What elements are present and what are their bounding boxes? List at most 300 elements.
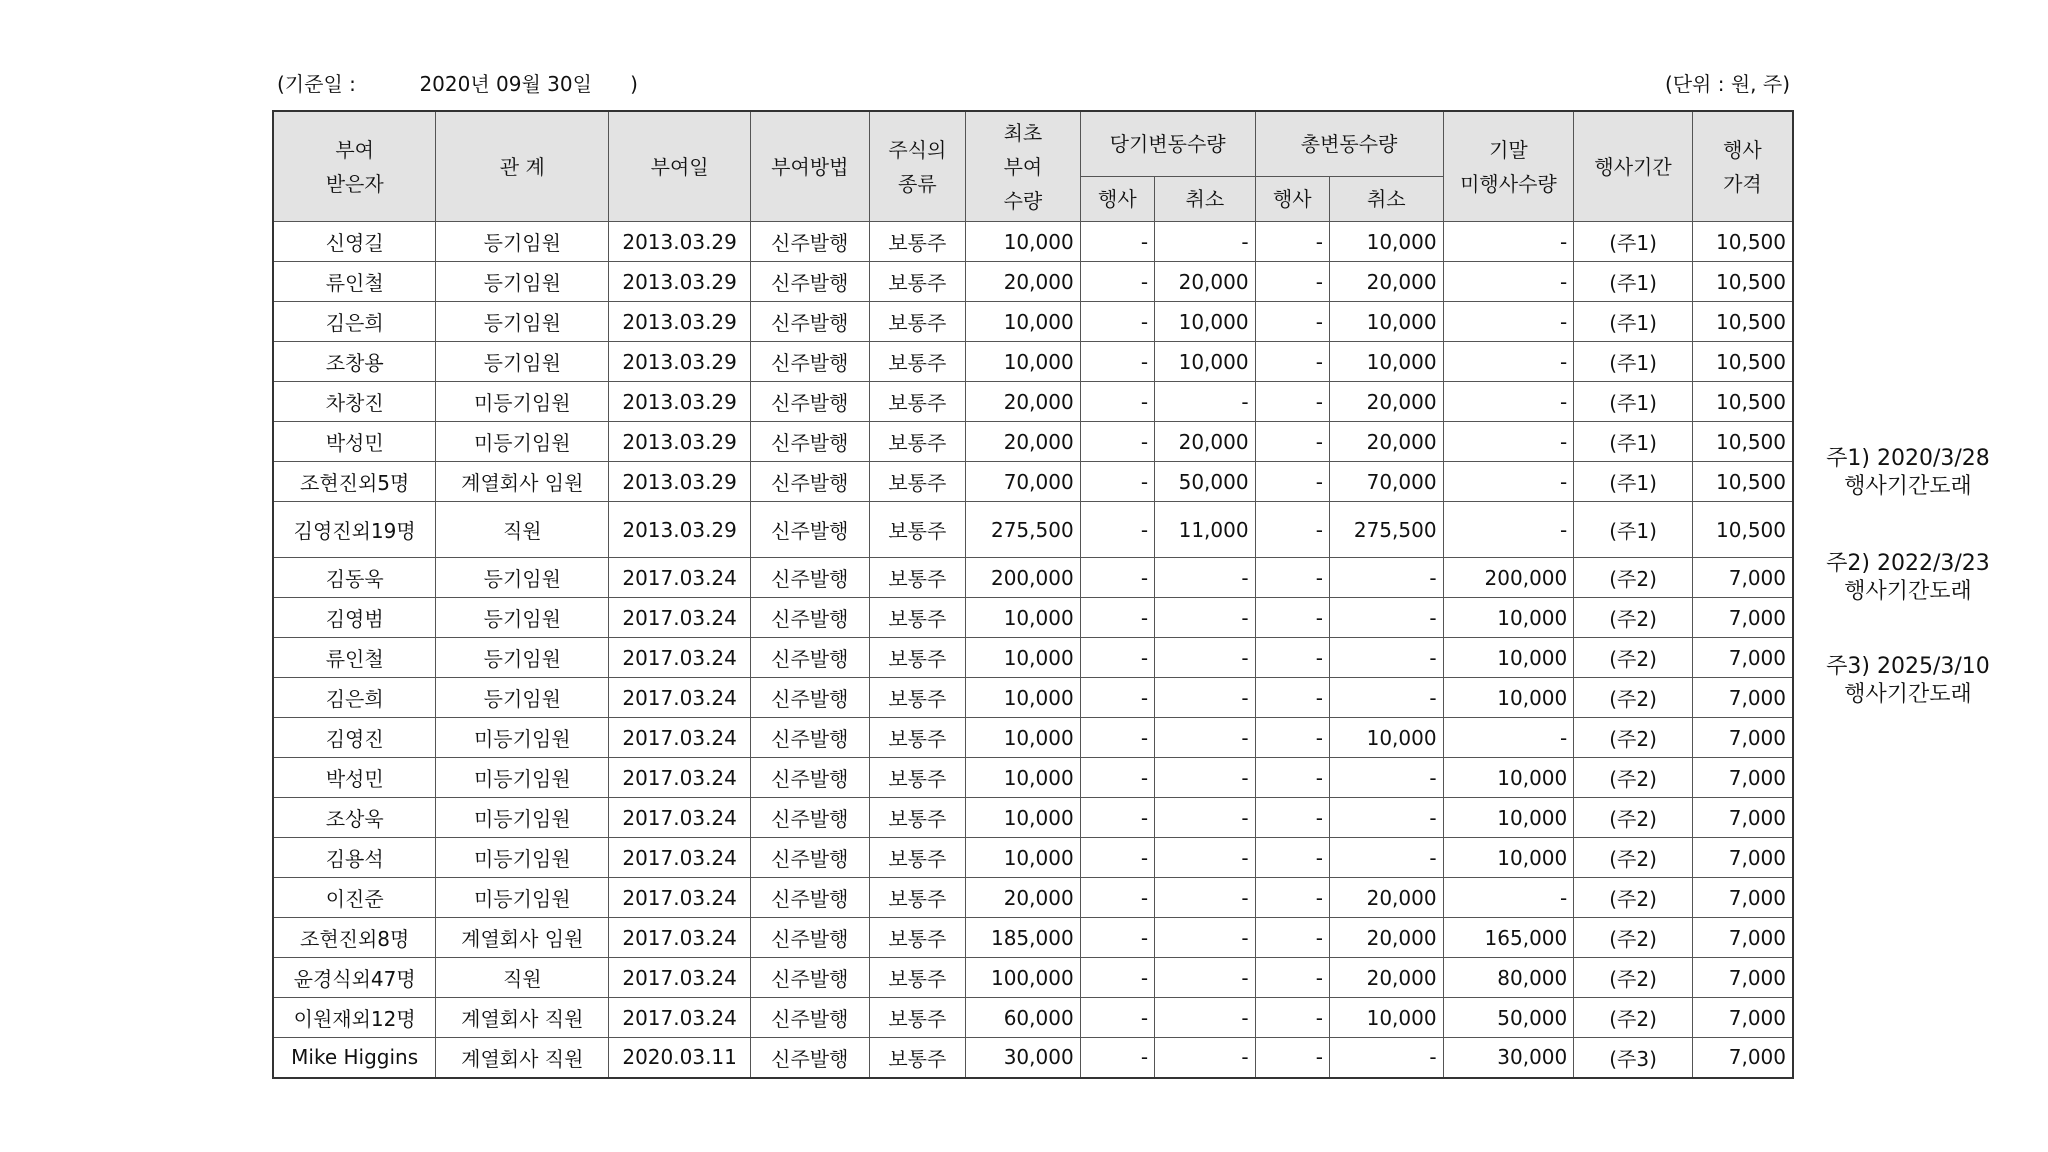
cell-current-exercise: - bbox=[1080, 302, 1154, 342]
cell-period: (주2) bbox=[1574, 758, 1693, 798]
cell-total-exercise: - bbox=[1255, 422, 1329, 462]
cell-stock-type: 보통주 bbox=[869, 758, 966, 798]
cell-initial-qty: 10,000 bbox=[966, 598, 1081, 638]
table-row bbox=[273, 678, 1793, 718]
cell-price: 7,000 bbox=[1692, 558, 1793, 598]
cell-stock-type: 보통주 bbox=[869, 918, 966, 958]
cell-total-cancel: 20,000 bbox=[1329, 262, 1443, 302]
cell-price: 7,000 bbox=[1692, 678, 1793, 718]
cell-current-cancel: - bbox=[1155, 838, 1256, 878]
table-row bbox=[273, 302, 1793, 342]
cell-price: 7,000 bbox=[1692, 798, 1793, 838]
header-initial-qty: 최초 부여 수량 bbox=[966, 111, 1081, 222]
cell-total-exercise: - bbox=[1255, 302, 1329, 342]
cell-grant-date: 2013.03.29 bbox=[609, 422, 751, 462]
table-row bbox=[273, 1038, 1793, 1078]
cell-relation: 미등기임원 bbox=[436, 758, 609, 798]
cell-relation: 미등기임원 bbox=[436, 838, 609, 878]
cell-total-cancel: - bbox=[1329, 1038, 1443, 1078]
cell-unexercised: - bbox=[1443, 342, 1574, 382]
cell-relation: 등기임원 bbox=[436, 262, 609, 302]
header-current-cancel: 취소 bbox=[1155, 177, 1256, 222]
cell-current-exercise: - bbox=[1080, 382, 1154, 422]
cell-initial-qty: 10,000 bbox=[966, 222, 1081, 262]
cell-relation: 계열회사 임원 bbox=[436, 462, 609, 502]
cell-grant-date: 2017.03.24 bbox=[609, 558, 751, 598]
header-relation: 관 계 bbox=[436, 111, 609, 222]
cell-current-exercise: - bbox=[1080, 718, 1154, 758]
cell-current-cancel: - bbox=[1155, 758, 1256, 798]
cell-method: 신주발행 bbox=[750, 558, 869, 598]
cell-method: 신주발행 bbox=[750, 678, 869, 718]
cell-total-cancel: - bbox=[1329, 758, 1443, 798]
table-row bbox=[273, 718, 1793, 758]
table-row bbox=[273, 502, 1793, 558]
cell-initial-qty: 10,000 bbox=[966, 638, 1081, 678]
cell-current-cancel: 20,000 bbox=[1155, 422, 1256, 462]
cell-period: (주1) bbox=[1574, 302, 1693, 342]
cell-recipient: 조창용 bbox=[273, 342, 436, 382]
cell-relation: 등기임원 bbox=[436, 638, 609, 678]
cell-total-cancel: 10,000 bbox=[1329, 998, 1443, 1038]
header-unexercised: 기말 미행사수량 bbox=[1443, 111, 1574, 222]
cell-current-exercise: - bbox=[1080, 462, 1154, 502]
cell-period: (주1) bbox=[1574, 382, 1693, 422]
header-total-cancel: 취소 bbox=[1329, 177, 1443, 222]
cell-recipient: 이원재외12명 bbox=[273, 998, 436, 1038]
header-recipient: 부여 받은자 bbox=[273, 111, 436, 222]
cell-relation: 등기임원 bbox=[436, 222, 609, 262]
table-row bbox=[273, 262, 1793, 302]
cell-total-exercise: - bbox=[1255, 798, 1329, 838]
cell-price: 10,500 bbox=[1692, 222, 1793, 262]
cell-stock-type: 보통주 bbox=[869, 878, 966, 918]
cell-total-cancel: - bbox=[1329, 558, 1443, 598]
cell-method: 신주발행 bbox=[750, 1038, 869, 1078]
footnote-1 bbox=[1808, 445, 2008, 501]
cell-grant-date: 2017.03.24 bbox=[609, 838, 751, 878]
cell-unexercised: - bbox=[1443, 462, 1574, 502]
footnote-2 bbox=[1808, 550, 2008, 606]
cell-price: 7,000 bbox=[1692, 958, 1793, 998]
cell-grant-date: 2020.03.11 bbox=[609, 1038, 751, 1078]
table-row bbox=[273, 558, 1793, 598]
cell-initial-qty: 20,000 bbox=[966, 422, 1081, 462]
cell-recipient: 박성민 bbox=[273, 758, 436, 798]
header-total-change: 총변동수량 bbox=[1255, 111, 1443, 177]
cell-unexercised: 165,000 bbox=[1443, 918, 1574, 958]
cell-relation: 등기임원 bbox=[436, 598, 609, 638]
header-period: 행사기간 bbox=[1574, 111, 1693, 222]
footnote-label: 주2) 2022/3/23 bbox=[1826, 551, 1990, 576]
cell-initial-qty: 20,000 bbox=[966, 262, 1081, 302]
cell-unexercised: 200,000 bbox=[1443, 558, 1574, 598]
cell-stock-type: 보통주 bbox=[869, 718, 966, 758]
cell-total-cancel: 275,500 bbox=[1329, 502, 1443, 558]
cell-grant-date: 2017.03.24 bbox=[609, 958, 751, 998]
cell-price: 10,500 bbox=[1692, 422, 1793, 462]
cell-current-exercise: - bbox=[1080, 262, 1154, 302]
cell-total-exercise: - bbox=[1255, 838, 1329, 878]
cell-total-exercise: - bbox=[1255, 342, 1329, 382]
cell-recipient: Mike Higgins bbox=[273, 1038, 436, 1078]
cell-current-cancel: - bbox=[1155, 638, 1256, 678]
cell-stock-type: 보통주 bbox=[869, 638, 966, 678]
cell-price: 7,000 bbox=[1692, 598, 1793, 638]
cell-stock-type: 보통주 bbox=[869, 302, 966, 342]
cell-initial-qty: 60,000 bbox=[966, 998, 1081, 1038]
cell-stock-type: 보통주 bbox=[869, 998, 966, 1038]
cell-recipient: 김영진 bbox=[273, 718, 436, 758]
cell-relation: 계열회사 직원 bbox=[436, 998, 609, 1038]
base-date-label: (기준일 : bbox=[277, 72, 356, 96]
cell-total-exercise: - bbox=[1255, 678, 1329, 718]
cell-current-exercise: - bbox=[1080, 998, 1154, 1038]
cell-stock-type: 보통주 bbox=[869, 798, 966, 838]
cell-period: (주2) bbox=[1574, 838, 1693, 878]
cell-unexercised: 10,000 bbox=[1443, 798, 1574, 838]
cell-total-cancel: 20,000 bbox=[1329, 422, 1443, 462]
cell-current-exercise: - bbox=[1080, 222, 1154, 262]
cell-total-cancel: 70,000 bbox=[1329, 462, 1443, 502]
cell-initial-qty: 10,000 bbox=[966, 758, 1081, 798]
cell-method: 신주발행 bbox=[750, 342, 869, 382]
cell-relation: 계열회사 임원 bbox=[436, 918, 609, 958]
cell-stock-type: 보통주 bbox=[869, 678, 966, 718]
cell-initial-qty: 200,000 bbox=[966, 558, 1081, 598]
cell-method: 신주발행 bbox=[750, 382, 869, 422]
cell-total-exercise: - bbox=[1255, 958, 1329, 998]
header-grant-date: 부여일 bbox=[609, 111, 751, 222]
cell-unexercised: - bbox=[1443, 878, 1574, 918]
cell-total-cancel: - bbox=[1329, 838, 1443, 878]
cell-method: 신주발행 bbox=[750, 462, 869, 502]
cell-stock-type: 보통주 bbox=[869, 1038, 966, 1078]
cell-unexercised: 10,000 bbox=[1443, 758, 1574, 798]
cell-period: (주2) bbox=[1574, 998, 1693, 1038]
header-method: 부여방법 bbox=[750, 111, 869, 222]
cell-method: 신주발행 bbox=[750, 998, 869, 1038]
cell-stock-type: 보통주 bbox=[869, 502, 966, 558]
cell-price: 7,000 bbox=[1692, 718, 1793, 758]
cell-current-exercise: - bbox=[1080, 558, 1154, 598]
header-total-exercise: 행사 bbox=[1255, 177, 1329, 222]
cell-initial-qty: 10,000 bbox=[966, 718, 1081, 758]
cell-current-cancel: 11,000 bbox=[1155, 502, 1256, 558]
unit-label: (단위 : 원, 주) bbox=[1664, 72, 1790, 96]
cell-grant-date: 2013.03.29 bbox=[609, 302, 751, 342]
cell-recipient: 김동욱 bbox=[273, 558, 436, 598]
cell-current-exercise: - bbox=[1080, 838, 1154, 878]
cell-grant-date: 2017.03.24 bbox=[609, 718, 751, 758]
cell-grant-date: 2013.03.29 bbox=[609, 262, 751, 302]
cell-current-exercise: - bbox=[1080, 422, 1154, 462]
cell-period: (주1) bbox=[1574, 222, 1693, 262]
cell-period: (주2) bbox=[1574, 558, 1693, 598]
cell-stock-type: 보통주 bbox=[869, 958, 966, 998]
cell-stock-type: 보통주 bbox=[869, 462, 966, 502]
cell-price: 7,000 bbox=[1692, 758, 1793, 798]
table-row bbox=[273, 638, 1793, 678]
cell-current-exercise: - bbox=[1080, 798, 1154, 838]
cell-total-exercise: - bbox=[1255, 758, 1329, 798]
table-row bbox=[273, 878, 1793, 918]
cell-initial-qty: 10,000 bbox=[966, 798, 1081, 838]
cell-recipient: 윤경식외47명 bbox=[273, 958, 436, 998]
cell-current-cancel: 20,000 bbox=[1155, 262, 1256, 302]
cell-grant-date: 2017.03.24 bbox=[609, 878, 751, 918]
cell-current-exercise: - bbox=[1080, 342, 1154, 382]
cell-recipient: 류인철 bbox=[273, 638, 436, 678]
table-row bbox=[273, 798, 1793, 838]
cell-total-cancel: - bbox=[1329, 678, 1443, 718]
cell-recipient: 김용석 bbox=[273, 838, 436, 878]
cell-stock-type: 보통주 bbox=[869, 838, 966, 878]
cell-grant-date: 2013.03.29 bbox=[609, 222, 751, 262]
base-date-close: ) bbox=[630, 72, 638, 96]
cell-unexercised: - bbox=[1443, 262, 1574, 302]
cell-recipient: 차창진 bbox=[273, 382, 436, 422]
cell-method: 신주발행 bbox=[750, 878, 869, 918]
cell-relation: 미등기임원 bbox=[436, 798, 609, 838]
cell-unexercised: - bbox=[1443, 422, 1574, 462]
cell-price: 7,000 bbox=[1692, 838, 1793, 878]
cell-total-exercise: - bbox=[1255, 1038, 1329, 1078]
cell-period: (주2) bbox=[1574, 798, 1693, 838]
cell-total-cancel: - bbox=[1329, 598, 1443, 638]
cell-recipient: 신영길 bbox=[273, 222, 436, 262]
table-row bbox=[273, 918, 1793, 958]
footnote-status: 행사기간도래 bbox=[1844, 682, 1972, 707]
cell-unexercised: 50,000 bbox=[1443, 998, 1574, 1038]
cell-total-exercise: - bbox=[1255, 558, 1329, 598]
cell-price: 10,500 bbox=[1692, 342, 1793, 382]
cell-initial-qty: 30,000 bbox=[966, 1038, 1081, 1078]
cell-method: 신주발행 bbox=[750, 502, 869, 558]
cell-period: (주3) bbox=[1574, 1038, 1693, 1078]
table-row bbox=[273, 422, 1793, 462]
footnote-3 bbox=[1808, 653, 2008, 709]
cell-grant-date: 2017.03.24 bbox=[609, 798, 751, 838]
cell-initial-qty: 10,000 bbox=[966, 838, 1081, 878]
cell-relation: 등기임원 bbox=[436, 302, 609, 342]
cell-current-exercise: - bbox=[1080, 1038, 1154, 1078]
cell-relation: 직원 bbox=[436, 502, 609, 558]
cell-period: (주1) bbox=[1574, 342, 1693, 382]
cell-recipient: 박성민 bbox=[273, 422, 436, 462]
cell-initial-qty: 185,000 bbox=[966, 918, 1081, 958]
cell-total-cancel: 20,000 bbox=[1329, 958, 1443, 998]
cell-period: (주2) bbox=[1574, 878, 1693, 918]
cell-current-cancel: - bbox=[1155, 382, 1256, 422]
cell-price: 10,500 bbox=[1692, 302, 1793, 342]
cell-relation: 계열회사 직원 bbox=[436, 1038, 609, 1078]
cell-grant-date: 2017.03.24 bbox=[609, 998, 751, 1038]
cell-total-exercise: - bbox=[1255, 878, 1329, 918]
cell-initial-qty: 70,000 bbox=[966, 462, 1081, 502]
cell-unexercised: 10,000 bbox=[1443, 598, 1574, 638]
cell-period: (주1) bbox=[1574, 502, 1693, 558]
table-row bbox=[273, 758, 1793, 798]
cell-method: 신주발행 bbox=[750, 598, 869, 638]
cell-method: 신주발행 bbox=[750, 798, 869, 838]
cell-price: 7,000 bbox=[1692, 918, 1793, 958]
cell-current-cancel: - bbox=[1155, 878, 1256, 918]
cell-current-exercise: - bbox=[1080, 598, 1154, 638]
table-header bbox=[273, 111, 1793, 222]
cell-initial-qty: 20,000 bbox=[966, 382, 1081, 422]
cell-total-exercise: - bbox=[1255, 262, 1329, 302]
cell-period: (주2) bbox=[1574, 598, 1693, 638]
cell-recipient: 이진준 bbox=[273, 878, 436, 918]
table-row bbox=[273, 838, 1793, 878]
cell-unexercised: 30,000 bbox=[1443, 1038, 1574, 1078]
cell-unexercised: - bbox=[1443, 222, 1574, 262]
cell-period: (주2) bbox=[1574, 638, 1693, 678]
cell-current-cancel: - bbox=[1155, 598, 1256, 638]
cell-total-cancel: 10,000 bbox=[1329, 718, 1443, 758]
cell-total-exercise: - bbox=[1255, 598, 1329, 638]
cell-current-cancel: - bbox=[1155, 558, 1256, 598]
cell-grant-date: 2017.03.24 bbox=[609, 678, 751, 718]
cell-stock-type: 보통주 bbox=[869, 342, 966, 382]
cell-initial-qty: 275,500 bbox=[966, 502, 1081, 558]
cell-initial-qty: 20,000 bbox=[966, 878, 1081, 918]
cell-recipient: 조현진외5명 bbox=[273, 462, 436, 502]
footnote-status: 행사기간도래 bbox=[1844, 474, 1972, 499]
base-date-line bbox=[277, 68, 638, 97]
cell-method: 신주발행 bbox=[750, 838, 869, 878]
cell-grant-date: 2013.03.29 bbox=[609, 502, 751, 558]
cell-initial-qty: 100,000 bbox=[966, 958, 1081, 998]
cell-grant-date: 2013.03.29 bbox=[609, 342, 751, 382]
cell-price: 10,500 bbox=[1692, 502, 1793, 558]
cell-recipient: 김은희 bbox=[273, 678, 436, 718]
cell-total-exercise: - bbox=[1255, 462, 1329, 502]
cell-current-cancel: - bbox=[1155, 1038, 1256, 1078]
cell-unexercised: - bbox=[1443, 302, 1574, 342]
cell-current-cancel: 50,000 bbox=[1155, 462, 1256, 502]
table-body bbox=[273, 222, 1793, 1078]
cell-period: (주2) bbox=[1574, 718, 1693, 758]
table-row bbox=[273, 598, 1793, 638]
cell-recipient: 조상욱 bbox=[273, 798, 436, 838]
cell-total-cancel: - bbox=[1329, 798, 1443, 838]
cell-total-exercise: - bbox=[1255, 718, 1329, 758]
cell-price: 10,500 bbox=[1692, 462, 1793, 502]
stock-option-table bbox=[272, 110, 1794, 1079]
footnote-label: 주1) 2020/3/28 bbox=[1826, 446, 1990, 471]
cell-unexercised: - bbox=[1443, 718, 1574, 758]
cell-method: 신주발행 bbox=[750, 262, 869, 302]
cell-relation: 미등기임원 bbox=[436, 718, 609, 758]
cell-method: 신주발행 bbox=[750, 302, 869, 342]
cell-grant-date: 2013.03.29 bbox=[609, 382, 751, 422]
cell-grant-date: 2013.03.29 bbox=[609, 462, 751, 502]
cell-unexercised: - bbox=[1443, 382, 1574, 422]
cell-total-exercise: - bbox=[1255, 998, 1329, 1038]
cell-stock-type: 보통주 bbox=[869, 598, 966, 638]
cell-unexercised: 10,000 bbox=[1443, 838, 1574, 878]
cell-period: (주1) bbox=[1574, 262, 1693, 302]
cell-recipient: 류인철 bbox=[273, 262, 436, 302]
cell-total-exercise: - bbox=[1255, 222, 1329, 262]
cell-current-exercise: - bbox=[1080, 878, 1154, 918]
cell-current-cancel: - bbox=[1155, 798, 1256, 838]
cell-method: 신주발행 bbox=[750, 918, 869, 958]
cell-relation: 미등기임원 bbox=[436, 382, 609, 422]
cell-method: 신주발행 bbox=[750, 718, 869, 758]
cell-recipient: 조현진외8명 bbox=[273, 918, 436, 958]
cell-relation: 등기임원 bbox=[436, 678, 609, 718]
cell-total-exercise: - bbox=[1255, 918, 1329, 958]
cell-unexercised: 80,000 bbox=[1443, 958, 1574, 998]
cell-method: 신주발행 bbox=[750, 758, 869, 798]
cell-current-cancel: - bbox=[1155, 678, 1256, 718]
cell-recipient: 김영진외19명 bbox=[273, 502, 436, 558]
cell-total-cancel: 20,000 bbox=[1329, 878, 1443, 918]
cell-unexercised: 10,000 bbox=[1443, 678, 1574, 718]
cell-total-cancel: - bbox=[1329, 638, 1443, 678]
cell-price: 10,500 bbox=[1692, 382, 1793, 422]
cell-total-cancel: 10,000 bbox=[1329, 302, 1443, 342]
cell-method: 신주발행 bbox=[750, 638, 869, 678]
cell-period: (주1) bbox=[1574, 462, 1693, 502]
cell-current-exercise: - bbox=[1080, 958, 1154, 998]
cell-stock-type: 보통주 bbox=[869, 222, 966, 262]
cell-current-cancel: - bbox=[1155, 718, 1256, 758]
header-price: 행사 가격 bbox=[1692, 111, 1793, 222]
cell-current-cancel: - bbox=[1155, 222, 1256, 262]
table-row bbox=[273, 342, 1793, 382]
cell-current-exercise: - bbox=[1080, 678, 1154, 718]
header-current-exercise: 행사 bbox=[1080, 177, 1154, 222]
base-date: 2020년 09월 30일 bbox=[419, 72, 592, 96]
cell-relation: 등기임원 bbox=[436, 342, 609, 382]
cell-grant-date: 2017.03.24 bbox=[609, 918, 751, 958]
cell-initial-qty: 10,000 bbox=[966, 342, 1081, 382]
cell-current-exercise: - bbox=[1080, 502, 1154, 558]
cell-period: (주2) bbox=[1574, 958, 1693, 998]
cell-recipient: 김영범 bbox=[273, 598, 436, 638]
header-stock-type: 주식의 종류 bbox=[869, 111, 966, 222]
cell-grant-date: 2017.03.24 bbox=[609, 638, 751, 678]
cell-period: (주2) bbox=[1574, 918, 1693, 958]
cell-total-exercise: - bbox=[1255, 502, 1329, 558]
cell-period: (주1) bbox=[1574, 422, 1693, 462]
cell-price: 7,000 bbox=[1692, 638, 1793, 678]
table-row bbox=[273, 382, 1793, 422]
cell-current-cancel: - bbox=[1155, 998, 1256, 1038]
cell-total-cancel: 10,000 bbox=[1329, 342, 1443, 382]
cell-price: 7,000 bbox=[1692, 998, 1793, 1038]
cell-stock-type: 보통주 bbox=[869, 382, 966, 422]
cell-current-cancel: - bbox=[1155, 958, 1256, 998]
table-row bbox=[273, 222, 1793, 262]
cell-current-cancel: 10,000 bbox=[1155, 342, 1256, 382]
table-row bbox=[273, 462, 1793, 502]
cell-total-cancel: 10,000 bbox=[1329, 222, 1443, 262]
cell-current-exercise: - bbox=[1080, 758, 1154, 798]
table-row bbox=[273, 958, 1793, 998]
cell-initial-qty: 10,000 bbox=[966, 678, 1081, 718]
cell-stock-type: 보통주 bbox=[869, 422, 966, 462]
cell-period: (주2) bbox=[1574, 678, 1693, 718]
cell-grant-date: 2017.03.24 bbox=[609, 758, 751, 798]
cell-stock-type: 보통주 bbox=[869, 558, 966, 598]
cell-method: 신주발행 bbox=[750, 958, 869, 998]
cell-price: 7,000 bbox=[1692, 1038, 1793, 1078]
